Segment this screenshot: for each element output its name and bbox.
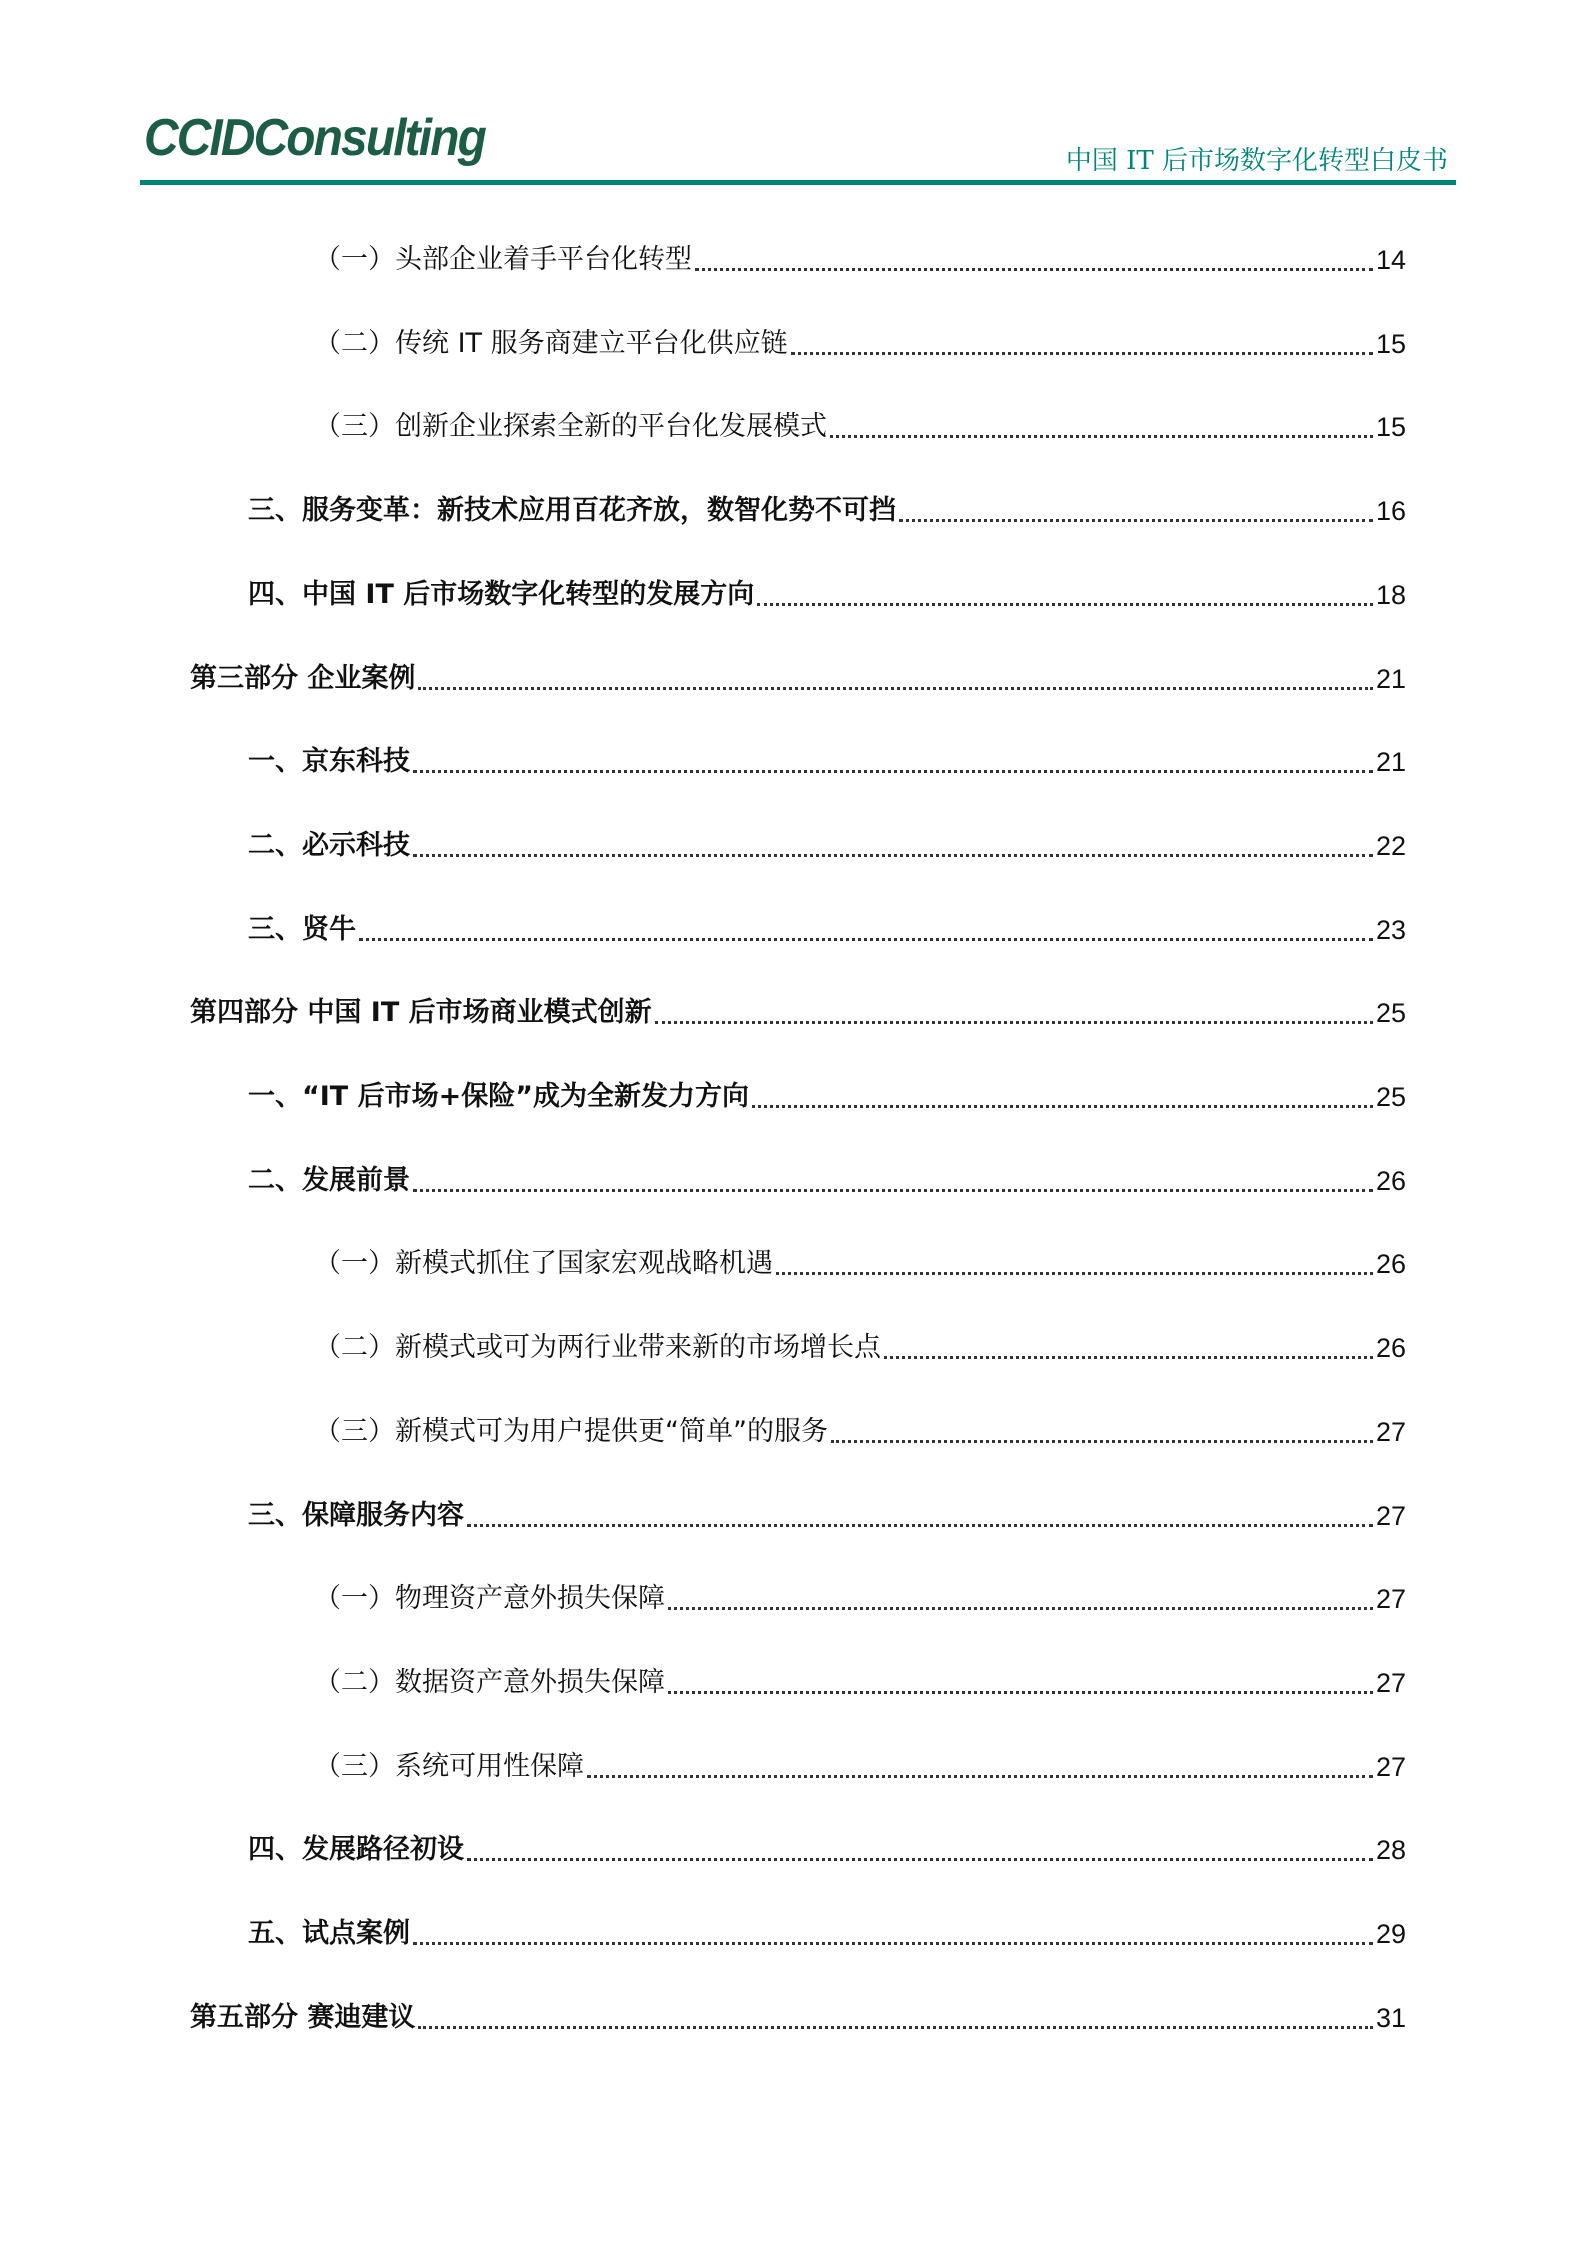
toc-entry-label: 一、京东科技 (248, 746, 410, 778)
toc-entry-label: （二）新模式或可为两行业带来新的市场增长点 (314, 1332, 881, 1364)
toc-page-number: 18 (1375, 579, 1406, 610)
toc-page-number: 26 (1375, 1333, 1406, 1364)
toc-entry-label: （三）创新企业探索全新的平台化发展模式 (314, 411, 827, 443)
toc-entry-label: 三、贤牛 (248, 913, 356, 945)
toc-entry[interactable] (248, 826, 1406, 866)
toc-page-number: 22 (1375, 830, 1406, 861)
toc-leader-dots (413, 1942, 1373, 1945)
toc-entry[interactable] (314, 1412, 1406, 1452)
toc-entry-label: （一）物理资产意外损失保障 (314, 1583, 665, 1615)
toc-entry[interactable] (248, 742, 1406, 782)
toc-entry-label: 五、试点案例 (248, 1918, 410, 1949)
toc-entry[interactable] (248, 910, 1406, 950)
toc-entry-label: 第五部分 赛迪建议 (190, 2001, 416, 2033)
header-divider (140, 180, 1456, 185)
toc-entry[interactable] (248, 1077, 1406, 1117)
toc-leader-dots (752, 1105, 1373, 1108)
toc-entry-label: 第三部分 企业案例 (190, 662, 416, 694)
toc-entry[interactable] (314, 324, 1406, 364)
toc-leader-dots (467, 1858, 1373, 1861)
document-title: 中国 IT 后市场数字化转型白皮书 (1065, 146, 1448, 176)
toc-entry[interactable] (248, 1496, 1406, 1536)
toc-page-number: 25 (1375, 998, 1406, 1029)
toc-entry-label: 二、必示科技 (248, 829, 410, 861)
toc-entry[interactable] (314, 1663, 1406, 1703)
toc-page-number: 23 (1375, 914, 1406, 945)
toc-entry-label: 第四部分 中国 IT 后市场商业模式创新 (190, 997, 652, 1029)
toc-page-number: 14 (1375, 245, 1406, 275)
toc-entry[interactable] (248, 1914, 1406, 1954)
toc-leader-dots (884, 1356, 1373, 1359)
toc-entry-label: 三、服务变革：新技术应用百花齐放，数智化势不可挡 (248, 495, 896, 527)
toc-entry-label: 四、发展路径初设 (248, 1834, 464, 1866)
toc-entry-label: （三）新模式可为用户提供更“简单”的服务 (314, 1415, 828, 1447)
toc-leader-dots (776, 1272, 1373, 1275)
toc-page-number: 27 (1375, 1416, 1406, 1447)
toc-page-number: 28 (1375, 1835, 1406, 1866)
toc-entry[interactable] (248, 491, 1406, 531)
toc-entry[interactable] (314, 1328, 1406, 1368)
toc-leader-dots (418, 687, 1373, 690)
toc-leader-dots (467, 1524, 1373, 1527)
toc-page-number: 26 (1375, 1249, 1406, 1280)
toc-leader-dots (830, 435, 1373, 438)
toc-page-number: 29 (1375, 1919, 1406, 1949)
toc-entry[interactable] (248, 1830, 1406, 1870)
toc-entry[interactable] (190, 1998, 1406, 2038)
toc-page-number: 27 (1375, 1667, 1406, 1698)
toc-entry-label: （一）头部企业着手平台化转型 (314, 244, 692, 275)
toc-leader-dots (668, 1607, 1373, 1610)
toc-entry-label: 三、保障服务内容 (248, 1499, 464, 1531)
toc-entry[interactable] (314, 407, 1406, 447)
toc-page-number: 21 (1375, 663, 1406, 694)
toc-entry[interactable] (248, 575, 1406, 615)
toc-entry-label: （三）系统可用性保障 (314, 1750, 584, 1782)
toc-leader-dots (899, 519, 1373, 522)
toc-leader-dots (831, 1440, 1373, 1443)
toc-page-number: 27 (1375, 1584, 1406, 1615)
toc-entry[interactable] (314, 1244, 1406, 1284)
toc-entry[interactable] (314, 1579, 1406, 1619)
toc-leader-dots (655, 1021, 1373, 1024)
toc-entry-label: 四、中国 IT 后市场数字化转型的发展方向 (248, 578, 755, 610)
toc-leader-dots (413, 854, 1373, 857)
toc-leader-dots (413, 770, 1373, 773)
toc-leader-dots (668, 1691, 1373, 1694)
toc-leader-dots (413, 1189, 1373, 1192)
toc-entry[interactable] (190, 993, 1406, 1033)
toc-leader-dots (359, 938, 1373, 941)
toc-entry-label: 一、“IT 后市场+保险”成为全新发力方向 (248, 1081, 749, 1112)
toc-page-number: 16 (1375, 496, 1406, 527)
toc-entry[interactable] (314, 240, 1406, 280)
toc-page-number: 25 (1375, 1082, 1406, 1112)
toc-entry-label: （二）数据资产意外损失保障 (314, 1666, 665, 1698)
toc-page-number: 15 (1375, 412, 1406, 443)
toc-entry-label: （二）传统 IT 服务商建立平台化供应链 (314, 327, 788, 359)
toc-leader-dots (418, 2026, 1373, 2029)
ccid-consulting-logo: CCIDConsulting (144, 109, 485, 167)
toc-leader-dots (791, 352, 1373, 355)
toc-leader-dots (587, 1775, 1373, 1778)
toc-entry[interactable] (314, 1747, 1406, 1787)
toc-page-number: 21 (1375, 747, 1406, 778)
toc-leader-dots (757, 603, 1373, 606)
toc-page-number: 26 (1375, 1165, 1406, 1196)
toc-page-number: 31 (1375, 2002, 1406, 2033)
toc-leader-dots (695, 268, 1373, 271)
toc-entry-label: （一）新模式抓住了国家宏观战略机遇 (314, 1248, 773, 1280)
toc-page-number: 15 (1375, 328, 1406, 359)
toc-page-number: 27 (1375, 1751, 1406, 1782)
toc-entry[interactable] (248, 1161, 1406, 1201)
toc-entry[interactable] (190, 659, 1406, 699)
toc-page-number: 27 (1375, 1500, 1406, 1531)
toc-entry-label: 二、发展前景 (248, 1164, 410, 1196)
